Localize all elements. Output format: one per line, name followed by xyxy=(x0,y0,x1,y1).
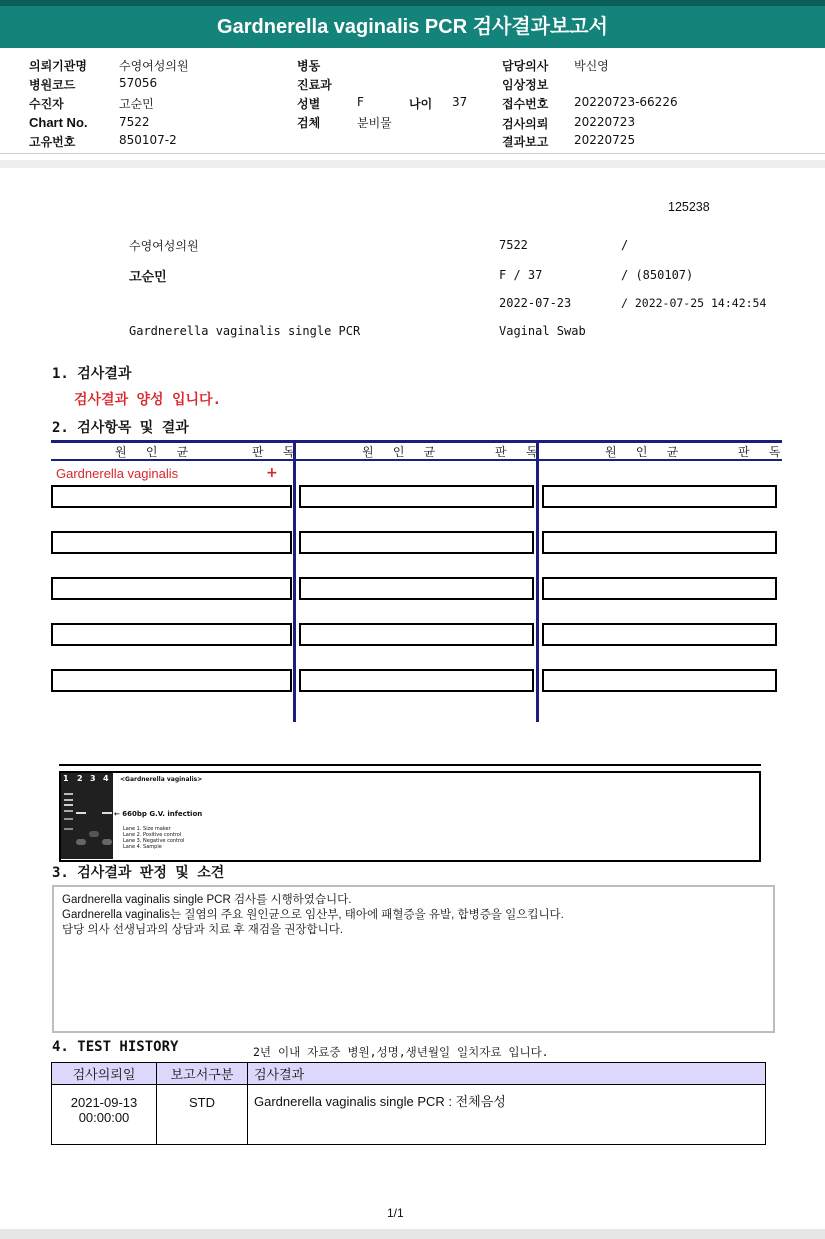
summary-request-date: 2022-07-23 xyxy=(499,296,572,310)
ladder-band xyxy=(64,804,73,806)
age-value: 37 xyxy=(452,95,468,109)
ladder-band xyxy=(64,799,73,801)
divider xyxy=(0,153,825,154)
gel-primer-band xyxy=(89,831,99,837)
gel-title: <Gardnerella vaginalis> xyxy=(120,776,203,783)
summary-chart: 7522 xyxy=(499,238,528,252)
header-judgment: 판 독 xyxy=(495,445,544,459)
info-label: 검사의뢰 xyxy=(502,117,549,131)
result-cell xyxy=(542,577,777,600)
result-cell xyxy=(542,669,777,692)
gel-legend xyxy=(123,826,184,850)
info-value: 20220723-66226 xyxy=(574,95,678,109)
result-judgment-mark: + xyxy=(266,465,278,481)
header-pathogen: 원 인 균 xyxy=(605,445,685,459)
history-row xyxy=(52,1085,766,1145)
page-number: 1/1 xyxy=(387,1206,404,1220)
info-label: 검체 xyxy=(297,116,321,130)
lane-label: 2 xyxy=(77,774,83,783)
info-value: 고순민 xyxy=(119,97,154,111)
info-label: 수진자 xyxy=(29,97,64,111)
header-judgment: 판 독 xyxy=(738,445,787,459)
ladder-band xyxy=(64,793,73,795)
gel-legend-item: Lane 1. Size maker xyxy=(123,826,171,832)
history-date-cell xyxy=(52,1085,157,1145)
gel-band xyxy=(102,812,112,814)
header-pathogen: 원 인 균 xyxy=(115,445,195,459)
section4-title: 4. TEST HISTORY xyxy=(52,1039,179,1055)
result-cell xyxy=(299,669,534,692)
result-cell xyxy=(51,485,292,508)
history-header-type: 보고서구분 xyxy=(157,1063,248,1085)
report-id: 125238 xyxy=(668,200,710,214)
result-cell xyxy=(299,485,534,508)
result-cell xyxy=(542,531,777,554)
comment-line: Gardnerella vaginalis는 질염의 주요 원인균으로 임산부, 태아에 패혈증을 유발, 합병증을 일으킵니다. xyxy=(62,909,564,921)
info-value: 박신영 xyxy=(574,59,609,73)
history-time: 00:00:00 xyxy=(78,1110,130,1125)
section1-title: 1. 검사결과 xyxy=(52,366,132,382)
summary-slash: / xyxy=(621,238,629,252)
info-value: 분비물 xyxy=(357,116,392,130)
history-type: STD xyxy=(157,1085,248,1145)
result-cell xyxy=(299,623,534,646)
result-cell xyxy=(51,623,292,646)
info-value: 20220725 xyxy=(574,133,636,147)
gel-legend-item: Lane 3. Negative control xyxy=(123,838,185,844)
info-label: 임상정보 xyxy=(502,78,549,92)
history-table xyxy=(51,1062,766,1145)
lane-label: 3 xyxy=(90,774,96,783)
info-label: 병동 xyxy=(297,59,321,73)
history-header-date: 검사의뢰일 xyxy=(52,1063,157,1085)
info-label: 접수번호 xyxy=(502,97,549,111)
info-value: 수영여성의원 xyxy=(119,59,189,73)
info-label: 진료과 xyxy=(297,78,332,92)
result-pathogen-name: Gardnerella vaginalis xyxy=(56,466,179,481)
result-cell xyxy=(542,485,777,508)
result-cell xyxy=(51,669,292,692)
gel-primer-band xyxy=(102,839,112,845)
summary-sex-age: F / 37 xyxy=(499,268,543,282)
gel-legend-item: Lane 4. Sample xyxy=(123,844,162,850)
gel-image xyxy=(61,773,113,859)
history-header-result: 검사결과 xyxy=(248,1063,766,1085)
info-value: 57056 xyxy=(119,76,158,90)
info-label: 담당의사 xyxy=(502,59,549,73)
info-label: 고유번호 xyxy=(29,135,76,149)
comment-line: 담당 의사 선생님과의 상담과 치료 후 재검을 권장합니다. xyxy=(62,924,344,936)
summary-report-datetime: / 2022-07-25 14:42:54 xyxy=(621,296,767,310)
gel-band-label: ← 660bp G.V. infection xyxy=(114,810,203,818)
result-cell xyxy=(299,577,534,600)
column-divider xyxy=(293,440,296,722)
comment-box xyxy=(52,885,775,1033)
info-label: 의뢰기관명 xyxy=(29,59,87,73)
section3-title: 3. 검사결과 판정 및 소견 xyxy=(52,865,225,881)
result-cell xyxy=(542,623,777,646)
result-cell xyxy=(51,577,292,600)
gel-primer-band xyxy=(76,839,86,845)
comment-line: Gardnerella vaginalis single PCR 검사를 시행하였습니다. xyxy=(62,894,352,906)
ladder-band xyxy=(64,818,73,820)
age-label: 나이 xyxy=(409,97,433,111)
header-judgment: 판 독 xyxy=(252,445,301,459)
section2-title: 2. 검사항목 및 결과 xyxy=(52,420,189,436)
gel-band xyxy=(76,812,86,814)
history-result: Gardnerella vaginalis single PCR : 전체음성 xyxy=(248,1085,766,1145)
summary-test-name: Gardnerella vaginalis single PCR xyxy=(129,324,361,338)
info-value: 7522 xyxy=(119,115,150,129)
summary-hospital: 수영여성의원 xyxy=(129,239,199,253)
divider-band xyxy=(0,160,825,168)
info-value: F xyxy=(357,95,364,109)
summary-dob: / (850107) xyxy=(621,268,694,282)
info-label: 결과보고 xyxy=(502,135,549,149)
ladder-band xyxy=(64,810,73,812)
report-title: Gardnerella vaginalis PCR 검사결과보고서 xyxy=(217,16,608,38)
ladder-band xyxy=(64,828,73,830)
history-note: 2년 이내 자료중 병원,성명,생년월일 일치자료 입니다. xyxy=(253,1045,549,1059)
info-value: 20220723 xyxy=(574,115,636,129)
column-divider xyxy=(536,440,539,722)
header-pathogen: 원 인 균 xyxy=(362,445,442,459)
info-label: 성별 xyxy=(297,97,321,111)
summary-specimen: Vaginal Swab xyxy=(499,324,586,338)
gel-top-rule xyxy=(59,764,761,766)
result-cell xyxy=(299,531,534,554)
footer-band xyxy=(0,1229,825,1239)
lane-label: 1 xyxy=(63,774,69,783)
history-date: 2021-09-13 xyxy=(70,1095,138,1110)
info-label: 병원코드 xyxy=(29,78,76,92)
lane-label: 4 xyxy=(103,774,109,783)
gel-legend-item: Lane 2. Positive control xyxy=(123,832,182,838)
summary-name: 고순민 xyxy=(129,270,167,285)
info-label: Chart No. xyxy=(29,115,88,130)
result-statement: 검사결과 양성 입니다. xyxy=(74,392,222,408)
result-cell xyxy=(51,531,292,554)
info-value: 850107-2 xyxy=(119,133,177,147)
